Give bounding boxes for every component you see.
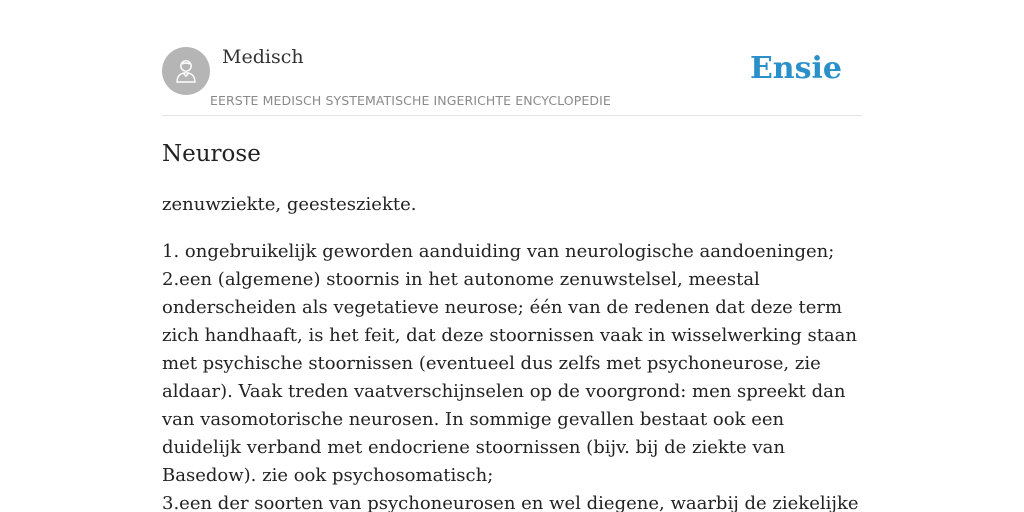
entry-item: 1. ongebruikelijk geworden aanduiding van neurologische aandoeningen; (162, 241, 835, 262)
ensie-logo-link[interactable]: Ensie (749, 51, 842, 86)
user-avatar-icon[interactable] (162, 47, 210, 95)
entry-content (162, 138, 862, 512)
entry-summary: zenuwziekte, geestesziekte. (162, 194, 417, 215)
entry-body (162, 238, 862, 512)
entry-item: 3.een der soorten van psychoneurosen en wel diegene, waarbij de ziekelijke (162, 493, 859, 512)
source-header (162, 46, 862, 116)
entry-item: 2.een (algemene) stoornis in het autonome zenuwstelsel, meestal onderscheiden als vegetatieve neurose; één van de redenen dat deze term zich handhaaft, is het feit, dat deze stoornissen vaak in wisselwerking staan met psychische stoornissen (eventueel dus zelfs met psychoneurose, zie aldaar). Vaak treden vaatverschijnselen op de voorgrond: men spreekt dan van vasomotorische neurosen. In sommige gevallen bestaat ook een duidelijk verband met endocriene stoornissen (bijv. bij de ziekte van Basedow). zie ook psychosomatisch; (162, 269, 857, 486)
source-name-link[interactable]: Medisch (222, 46, 304, 68)
entry-title: Neurose (162, 141, 261, 167)
source-subtitle: EERSTE MEDISCH SYSTEMATISCHE INGERICHTE ENCYCLOPEDIE (210, 93, 611, 108)
